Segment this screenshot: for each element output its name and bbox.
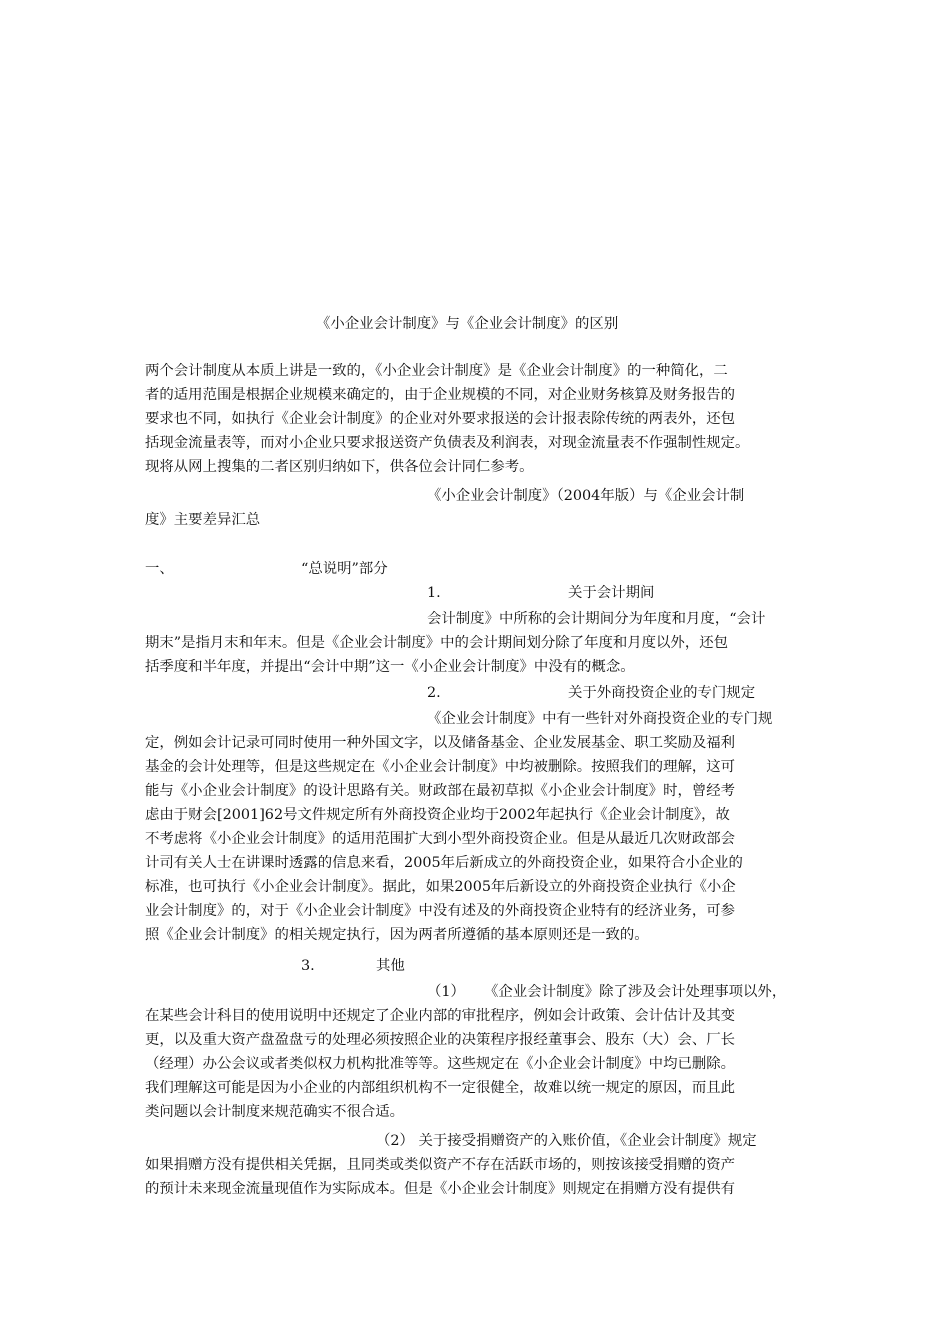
paragraph-line: 《企业会计制度》中有一些针对外商投资企业的专门规: [427, 711, 773, 727]
paragraph-line: 两个会计制度从本质上讲是一致的，《小企业会计制度》是《企业会计制度》的一种简化，二: [145, 363, 728, 379]
paragraph-line: 会计制度》中所称的会计期间分为年度和月度，“会计: [427, 611, 766, 627]
item-number: 2.: [427, 685, 441, 701]
subitem-number: （1）: [427, 984, 465, 1000]
paragraph-line: 标准，也可执行《小企业会计制度》。据此，如果2005年后新设立的外商投资企业执行《小企: [145, 879, 736, 895]
paragraph-line: 者的适用范围是根据企业规模来确定的，由于企业规模的不同，对企业财务核算及财务报告的: [145, 387, 736, 403]
document-title: 《小企业会计制度》与《企业会计制度》的区别: [316, 316, 619, 332]
item-heading: 其他: [376, 958, 405, 974]
summary-heading: 《小企业会计制度》（2004年版）与《企业会计制: [427, 488, 745, 504]
item-number: 3.: [301, 958, 315, 974]
paragraph-line: 类问题以会计制度来规范确实不很合适。: [145, 1104, 405, 1120]
paragraph-line: 照《企业会计制度》的相关规定执行，因为两者所遵循的基本原则还是一致的。: [145, 927, 649, 943]
summary-heading: 度》主要差异汇总: [145, 512, 261, 528]
paragraph-line: 《企业会计制度》除了涉及会计处理事项以外，: [484, 984, 787, 1000]
paragraph-line: 计司有关人士在讲课时透露的信息来看，2005年后新成立的外商投资企业，如果符合小企业的: [145, 855, 743, 871]
paragraph-line: 如果捐赠方没有提供相关凭据，且同类或类似资产不存在活跃市场的，则按该接受捐赠的资产: [145, 1157, 736, 1173]
item-heading: 关于会计期间: [568, 585, 655, 601]
section-heading: “总说明”部分: [301, 561, 388, 577]
paragraph-line: 要求也不同，如执行《企业会计制度》的企业对外要求报送的会计报表除传统的两表外，还包: [145, 411, 736, 427]
item-number: 1.: [427, 585, 441, 601]
paragraph-line: 括现金流量表等，而对小企业只要求报送资产负债表及利润表，对现金流量表不作强制性规定。: [145, 435, 750, 451]
paragraph-line: 定，例如会计记录可同时使用一种外国文字，以及储备基金、企业发展基金、职工奖励及福利: [145, 735, 736, 751]
paragraph-line: 在某些会计科目的使用说明中还规定了企业内部的审批程序，例如会计政策、会计估计及其变: [145, 1008, 736, 1024]
paragraph-line: 不考虑将《小企业会计制度》的适用范围扩大到小型外商投资企业。但是从最近几次财政部会: [145, 831, 736, 847]
paragraph-line: 能与《小企业会计制度》的设计思路有关。财政部在最初草拟《小企业会计制度》时，曾经考: [145, 783, 736, 799]
paragraph-line: 更，以及重大资产盘盈盘亏的处理必须按照企业的决策程序报经董事会、股东（大）会、厂长: [145, 1032, 736, 1048]
paragraph-line: 基金的会计处理等，但是这些规定在《小企业会计制度》中均被删除。按照我们的理解，这可: [145, 759, 736, 775]
paragraph-line: （经理）办公会议或者类似权力机构批准等等。这些规定在《小企业会计制度》中均已删除。: [145, 1056, 736, 1072]
paragraph-line: 期末”是指月末和年末。但是《企业会计制度》中的会计期间划分除了年度和月度以外，还包: [145, 635, 728, 651]
paragraph-line: 现将从网上搜集的二者区别归纳如下，供各位会计同仁参考。: [145, 459, 534, 475]
paragraph-line: （2） 关于接受捐赠资产的入账价值，《企业会计制度》规定: [376, 1133, 757, 1149]
section-number: 一、: [145, 561, 174, 577]
paragraph-line: 我们理解这可能是因为小企业的内部组织机构不一定很健全，故难以统一规定的原因，而且此: [145, 1080, 736, 1096]
paragraph-line: 括季度和半年度，并提出“会计中期”这一《小企业会计制度》中没有的概念。: [145, 659, 635, 675]
paragraph-line: 虑由于财会[2001]62号文件规定所有外商投资企业均于2002年起执行《企业会计制度》，故: [145, 807, 730, 823]
paragraph-line: 业会计制度》的，对于《小企业会计制度》中没有述及的外商投资企业特有的经济业务，可参: [145, 903, 736, 919]
item-heading: 关于外商投资企业的专门规定: [568, 685, 756, 701]
paragraph-line: 的预计未来现金流量现值作为实际成本。但是《小企业会计制度》则规定在捐赠方没有提供有: [145, 1181, 736, 1197]
